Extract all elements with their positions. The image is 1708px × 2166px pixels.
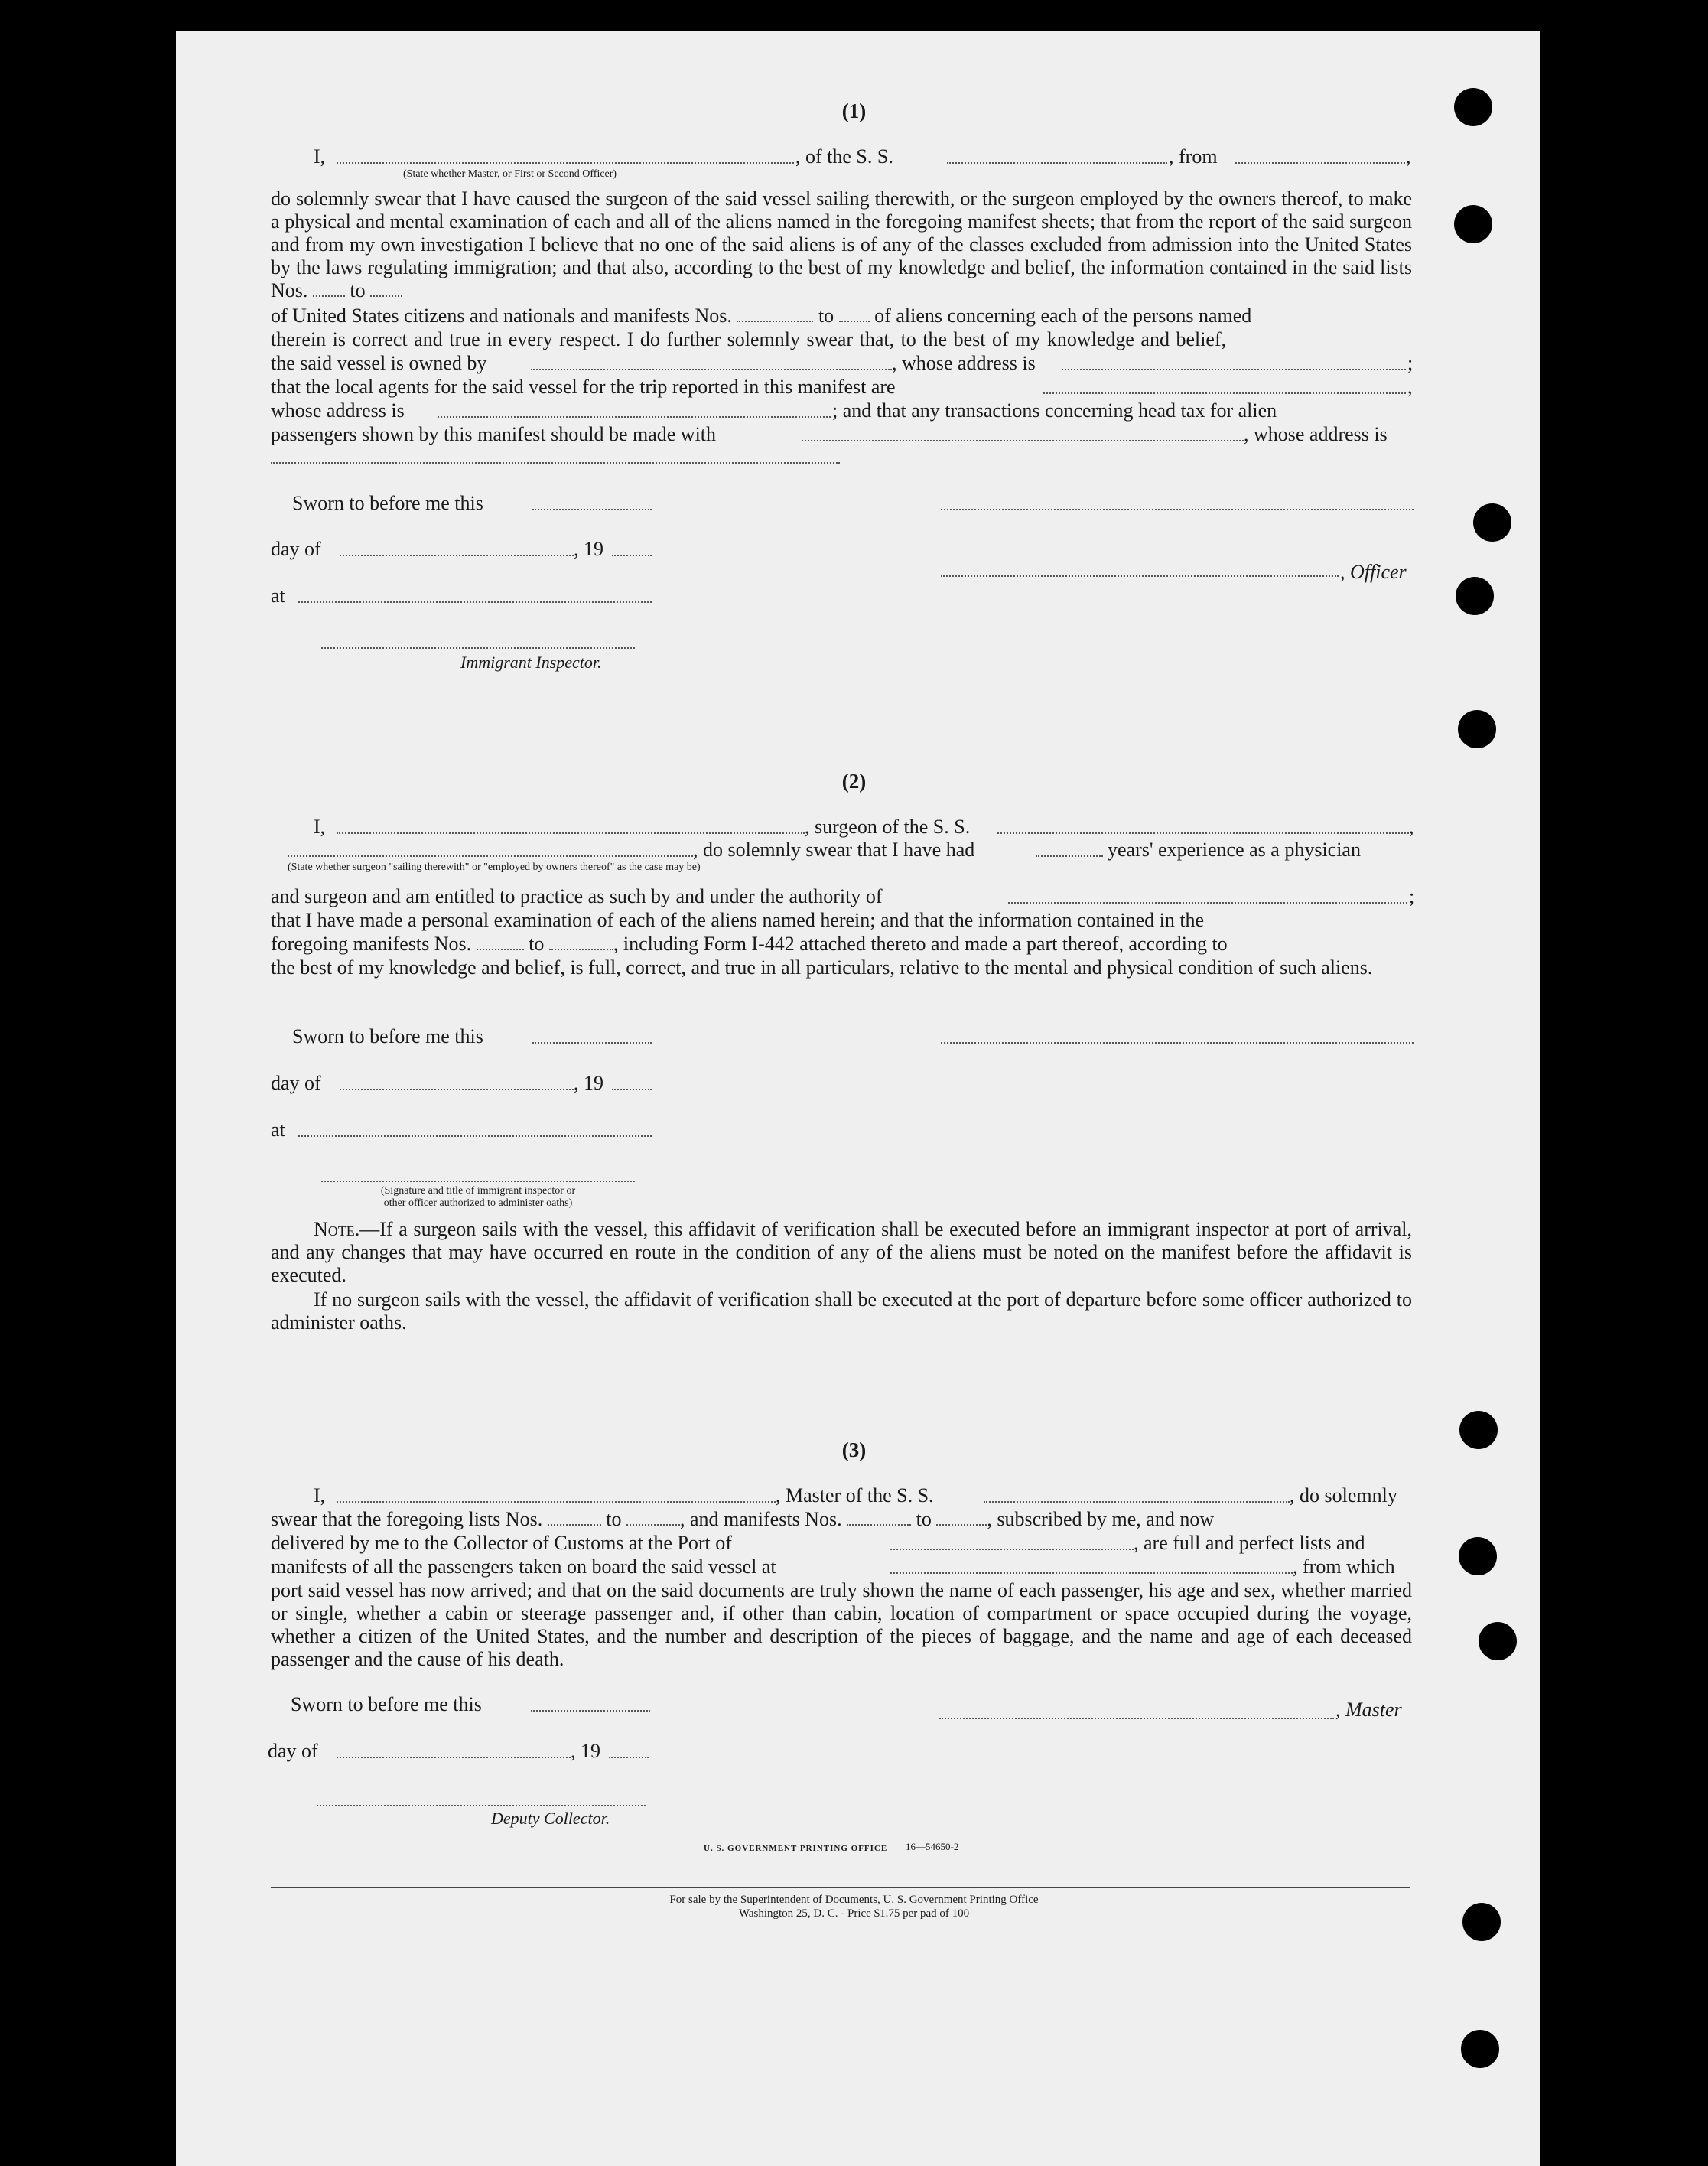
s1-body	[271, 187, 1412, 302]
s1-officer-line[interactable]	[941, 575, 1339, 577]
section-2-number: (2)	[841, 770, 867, 793]
s2-note-label: Note.	[314, 1218, 360, 1240]
s1-owner-blank[interactable]	[531, 369, 892, 370]
s2-day-of: day of	[271, 1072, 321, 1094]
s1-from: , from	[1169, 145, 1218, 168]
s1-agents-blank[interactable]	[1043, 392, 1406, 394]
form-code: 16—54650-2	[906, 1841, 959, 1852]
s2-manifest-from-blank[interactable]	[477, 933, 524, 950]
s2-to: to	[529, 933, 545, 955]
s1-at-blank[interactable]	[298, 601, 652, 603]
s1-l6-end: of aliens concerning each of the persons named	[874, 305, 1252, 327]
s1-l6-start: of United States citizens and nationals and manifests Nos.	[271, 305, 732, 327]
s1-ship-blank[interactable]	[947, 162, 1167, 164]
binder-hole	[1454, 205, 1492, 243]
s1-from-blank[interactable]	[1235, 162, 1405, 164]
s2-line5	[271, 933, 1228, 956]
s1-manifest-to-blank[interactable]	[839, 305, 870, 322]
s1-list-to-blank[interactable]	[370, 280, 402, 297]
s2-nineteen: , 19	[574, 1072, 603, 1094]
s2-signature-line[interactable]	[941, 1042, 1414, 1044]
binder-hole	[1473, 503, 1511, 542]
s2-manifest-to-blank[interactable]	[549, 933, 613, 950]
s3-to-b: to	[916, 1508, 932, 1530]
s3-manifest-from-blank[interactable]	[847, 1509, 911, 1526]
footer-sale-2: Washington 25, D. C. - Price $1.75 per pad of 100	[738, 1907, 970, 1920]
s3-from-which: , from which	[1293, 1555, 1395, 1578]
s1-at: at	[271, 585, 285, 607]
s3-day-blank[interactable]	[337, 1757, 571, 1758]
s3-manifest-to-blank[interactable]	[936, 1509, 987, 1526]
binder-hole	[1458, 710, 1496, 748]
s3-sworn: Sworn to before me this	[291, 1693, 482, 1715]
s2-inspector-line[interactable]	[321, 1181, 635, 1182]
s1-owned-by: the said vessel is owned by	[271, 352, 487, 374]
s3-solemnly: , do solemnly	[1290, 1484, 1397, 1506]
s3-manifests: manifests of all the passengers taken on board the said vessel at	[271, 1555, 776, 1578]
s1-officer-blank[interactable]	[337, 162, 794, 164]
s3-collector-label: Deputy Collector.	[491, 1809, 610, 1828]
s3-i: I,	[314, 1484, 326, 1506]
s2-years-blank[interactable]	[1036, 855, 1103, 857]
s2-year-blank[interactable]	[612, 1089, 652, 1090]
s1-year-blank[interactable]	[612, 555, 652, 556]
footer-rule	[271, 1887, 1410, 1888]
s1-whose-address3: , whose address is	[1244, 423, 1388, 445]
s2-sig-note-2: other officer authorized to administer oaths)	[383, 1197, 573, 1209]
s3-collector-line[interactable]	[317, 1805, 646, 1806]
s3-l2-mid: , and manifests Nos.	[680, 1508, 842, 1530]
s3-line2	[271, 1508, 1214, 1531]
s2-semi: ;	[1409, 885, 1415, 907]
s1-inspector-label: Immigrant Inspector.	[460, 653, 602, 672]
s2-surgeon-name-blank[interactable]	[337, 832, 805, 834]
s2-l5-start: foregoing manifests Nos.	[271, 933, 472, 955]
s2-note-2: If no surgeon sails with the vessel, the affidavit of verification shall be executed at the port of departure before some officer authorized to administer oaths.	[271, 1288, 1412, 1334]
s1-line6	[271, 305, 1251, 327]
s2-sworn: Sworn to before me this	[292, 1025, 483, 1047]
s1-headtax-blank[interactable]	[802, 440, 1244, 441]
s1-agents: that the local agents for the said vessel for the trip reported in this manifest are	[271, 376, 896, 398]
s3-nineteen: , 19	[571, 1740, 600, 1762]
s1-comma: ,	[1406, 145, 1411, 168]
s1-comma2: ,	[1407, 376, 1413, 398]
s3-port-blank[interactable]	[890, 1549, 1134, 1550]
s1-agent-address-blank[interactable]	[438, 416, 831, 418]
s3-year-blank[interactable]	[609, 1757, 649, 1758]
s2-note	[271, 1218, 1412, 1287]
binder-hole	[1461, 2030, 1499, 2068]
s1-line7: therein is correct and true in every respect. I do further solemnly swear that, to the best of my knowledge and belief,	[271, 328, 1227, 350]
s2-at: at	[271, 1119, 285, 1141]
s1-nineteen: , 19	[574, 538, 603, 560]
s3-boarded-at-blank[interactable]	[890, 1572, 1293, 1574]
s1-sworn: Sworn to before me this	[292, 492, 483, 514]
s2-authority: and surgeon and am entitled to practice as such by and under the authority of	[271, 885, 883, 907]
s2-sig-note-1: (Signature and title of immigrant inspector or	[380, 1185, 576, 1197]
s2-line6: the best of my knowledge and belief, is full, correct, and true in all particulars, relative to the mental and physical condition of such aliens.	[271, 956, 1373, 979]
s1-sworn-blank[interactable]	[532, 509, 652, 510]
s2-surgeon-of: , surgeon of the S. S.	[805, 816, 971, 838]
s3-master-label: , Master	[1335, 1699, 1402, 1721]
s3-day-of: day of	[268, 1740, 318, 1762]
s3-delivered: delivered by me to the Collector of Customs at the Port of	[271, 1532, 732, 1554]
s3-body: port said vessel has now arrived; and that on the said documents are truly shown the name of each passenger, his age and sex, whether married or single, whether a cabin or steerage passenger and, if other than cabin, location of compartment or space occupied during the voyage, whether a citizen of the United States, and the number and description of the pieces of baggage, and the name and age of each deceased passenger and the cause of his death.	[271, 1579, 1412, 1670]
s1-manifest-from-blank[interactable]	[737, 305, 813, 322]
s2-day-blank[interactable]	[340, 1089, 574, 1090]
s1-address-blank[interactable]	[271, 462, 840, 464]
s1-officer-signature-line[interactable]	[941, 509, 1414, 510]
s1-whose-address2: whose address is	[271, 399, 405, 422]
s1-body-text: do solemnly swear that I have caused the surgeon of the said vessel sailing therewith, or the surgeon employed by the owners thereof, to make a physical and mental examination of each and all of the aliens named in the foregoing manifest sheets; that from the report of the said surgeon and from my own investigation I believe that no one of the said aliens is of any of the classes excluded from admission into the United States by the laws regulating immigration; and that also, according to the best of my knowledge and belief, the information contained in the said lists Nos.	[271, 187, 1412, 301]
s1-day-blank[interactable]	[340, 555, 574, 556]
s1-officer-label: , Officer	[1340, 561, 1407, 583]
s3-master-signature-line[interactable]	[939, 1718, 1334, 1719]
s3-sworn-blank[interactable]	[531, 1710, 650, 1712]
s3-list-to-blank[interactable]	[626, 1509, 680, 1526]
s3-master-of: , Master of the S. S.	[776, 1484, 934, 1506]
s3-l2-end: , subscribed by me, and now	[987, 1508, 1215, 1530]
s2-at-blank[interactable]	[298, 1135, 652, 1137]
binder-hole	[1479, 1622, 1517, 1660]
binder-hole	[1456, 577, 1494, 615]
s2-comma: ,	[1409, 816, 1414, 838]
s2-surgeon-note: (State whether surgeon "sailing therewith" or "employed by owners thereof" as the case may be)	[288, 862, 701, 873]
gpo-imprint: U. S. GOVERNMENT PRINTING OFFICE	[704, 1844, 888, 1853]
s1-head-tax: ; and that any transactions concerning head tax for alien	[832, 399, 1277, 422]
s3-to-a: to	[606, 1508, 622, 1530]
s3-full-lists: , are full and perfect lists and	[1134, 1532, 1365, 1554]
s2-sworn-blank[interactable]	[532, 1042, 652, 1044]
s1-officer-note: (State whether Master, or First or Second Officer)	[403, 168, 617, 180]
s1-of-ss: , of the S. S.	[795, 145, 893, 168]
s2-i: I,	[314, 816, 326, 838]
s3-ship-blank[interactable]	[984, 1501, 1290, 1503]
binder-hole	[1459, 1537, 1497, 1575]
s2-line4: that I have made a personal examination of each of the aliens named herein; and that the information contained in the	[271, 909, 1205, 931]
s3-list-from-blank[interactable]	[548, 1509, 601, 1526]
s2-swear: , do solemnly swear that I have had	[693, 839, 975, 861]
s1-day-of: day of	[271, 538, 321, 560]
s1-whose-address: , whose address is	[892, 352, 1036, 374]
footer-sale-1: For sale by the Superintendent of Documents, U. S. Government Printing Office	[669, 1894, 1039, 1906]
s2-ship-blank[interactable]	[997, 832, 1409, 834]
s2-l5-end: , including Form I-442 attached thereto and made a part thereof, according to	[613, 933, 1228, 955]
s2-authority-blank[interactable]	[1008, 902, 1407, 904]
section-1-number: (1)	[841, 99, 867, 122]
s1-to-b: to	[818, 305, 834, 327]
s1-inspector-line[interactable]	[321, 647, 635, 649]
s3-l2-start: swear that the foregoing lists Nos.	[271, 1508, 543, 1530]
s1-passengers: passengers shown by this manifest should be made with	[271, 423, 717, 445]
s1-i: I,	[314, 145, 326, 168]
s3-master-name-blank[interactable]	[337, 1501, 776, 1503]
s2-years: years' experience as a physician	[1108, 839, 1361, 861]
s2-note-text: —If a surgeon sails with the vessel, this affidavit of verification shall be executed before an immigrant inspector at port of arrival, and any changes that may have occurred en route in the condition of any of the aliens must be noted on the manifest before the affidavit is executed.	[271, 1218, 1412, 1286]
s1-semi: ;	[1407, 352, 1414, 374]
s1-to: to	[350, 279, 366, 301]
s2-sailing-blank[interactable]	[288, 855, 693, 857]
s1-owner-address-blank[interactable]	[1062, 369, 1406, 370]
section-3-number: (3)	[841, 1438, 867, 1461]
s1-list-from-blank[interactable]	[313, 280, 345, 297]
